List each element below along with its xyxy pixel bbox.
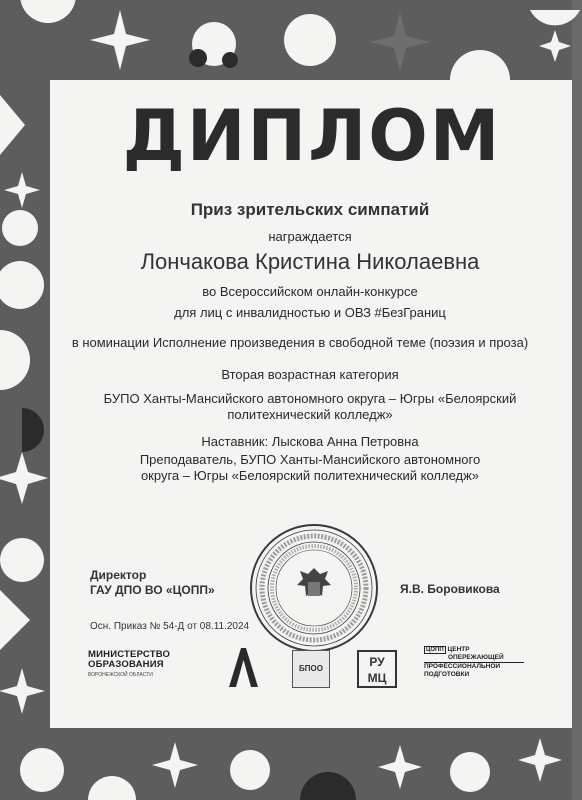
copp-logo-abbr: ЦОПП (426, 647, 444, 653)
copp-logo (424, 646, 524, 694)
organization-text (60, 391, 560, 423)
organization-line-2: политехнический колледж» (227, 407, 393, 422)
awarded-label: награждается (268, 229, 352, 244)
category-text: Вторая возрастная категория (221, 367, 399, 382)
ministry-logo-line-2: ОБРАЗОВАНИЯ (88, 659, 164, 670)
organization-line-1: БУПО Ханты-Мансийского автономного округа – Югры «Белоярский (103, 391, 517, 406)
copp-logo-head (424, 646, 524, 654)
mentor-text: Наставник: Лыскова Анна Петровна (201, 434, 419, 449)
rumc-logo (357, 650, 397, 688)
copp-logo-line-3: ПРОФЕССИОНАЛЬНОЙ (424, 662, 524, 671)
diploma-title: ДИПЛОМ (122, 95, 502, 177)
signatory-organization: ГАУ ДПО ВО «ЦОПП» (90, 583, 215, 597)
a-letter-logo (226, 646, 260, 688)
ministry-logo-region: ВОРОНЕЖСКОЙ ОБЛАСТИ (88, 672, 153, 678)
contest-text: во Всероссийском онлайн-конкурсе (202, 284, 418, 299)
teacher-line-1: Преподаватель, БУПО Ханты-Мансийского автономного (139, 452, 481, 467)
bpoo-logo: БПОО (292, 650, 330, 688)
signatory-position (90, 568, 215, 598)
rumc-logo-bottom: МЦ (367, 671, 387, 685)
contest-for-text: для лиц с инвалидностью и ОВЗ #БезГраниц (174, 305, 446, 320)
signatory-name: Я.В. Боровикова (400, 582, 500, 596)
signatory-title: Директор (90, 568, 147, 582)
copp-logo-line-1: ЦЕНТР (447, 646, 470, 653)
recipient-name: Лончакова Кристина Николаевна (140, 249, 480, 274)
nomination-text: в номинации Исполнение произведения в свободной теме (поэзия и проза) (71, 335, 529, 350)
rumc-logo-top: РУ (369, 655, 385, 669)
ministry-logo-line-1: МИНИСТЕРСТВО (88, 649, 171, 660)
teacher-text (60, 452, 560, 484)
copp-logo-line-4: ПОДГОТОВКИ (424, 671, 470, 678)
official-stamp (248, 522, 380, 654)
prize-title: Приз зрительских симпатий (190, 200, 430, 219)
teacher-line-2: округа – Югры «Белоярский политехнический колледж» (140, 468, 480, 483)
copp-logo-line-2: ОПЕРЕЖАЮЩЕЙ (448, 654, 504, 661)
order-reference: Осн. Приказ № 54-Д от 08.11.2024 (90, 621, 250, 632)
ministry-logo (88, 650, 198, 686)
